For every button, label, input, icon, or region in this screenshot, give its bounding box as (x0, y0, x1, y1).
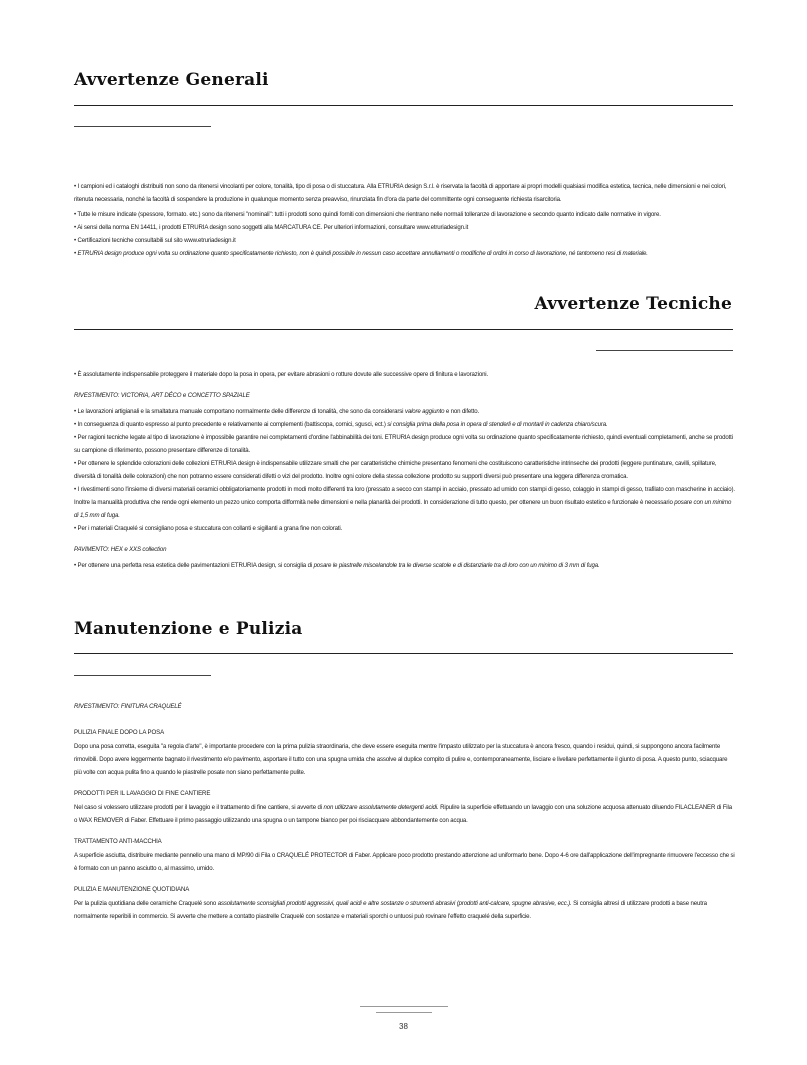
general-warnings-list (74, 180, 736, 264)
maintenance-heading: PULIZIA FINALE DOPO LA POSA (74, 729, 165, 736)
technical-warnings-title: Avvertenze Tecniche (534, 294, 732, 314)
floor-item: • Per ottenere una perfetta resa estetica delle pavimentazioni ETRURIA design, si consiglia di posare le piastrelle miscelandole tra le diverse scatole e di distanziarle tra di loro con un minimo di 3 mm di fuga. (74, 562, 600, 569)
general-item: • ETRURIA design produce ogni volta su ordinazione quanto specificatamente richiesto, non è quindi possibile in nessun caso accettare annullamenti o modifiche di ordini in corso di lavorazione, né tantomeno resi di materiale. (74, 250, 648, 257)
coating-item: • Le lavorazioni artigianali e la smaltatura manuale comportano normalmente delle differenze di tonalità, che sono da considerarsi valore aggiunto e non difetto. (74, 408, 480, 415)
maintenance-heading: PRODOTTI PER IL LAVAGGIO DI FINE CANTIERE (74, 790, 211, 797)
coating-collection-label: RIVESTIMENTO: VICTORIA, ART DÉCO e CONCETTO SPAZIALE (74, 392, 250, 399)
general-item: • Tutte le misure indicate (spessore, formato. etc.) sono da ritenersi "nominali": tutti i prodotti sono quindi forniti con dimensioni che rientrano nelle normali tolleranze di lavorazione e secondo quanto indicato dalle normative in vigore. (74, 211, 661, 218)
technical-intro: • È assolutamente indispensabile proteggere il materiale dopo la posa in opera, per evitare abrasioni o rotture dovute alle successive opere di finitura e lavorazioni. (74, 371, 489, 378)
maintenance-text: Dopo una posa corretta, eseguita "a regola d'arte", è importante procedere con la prima pulizia straordinaria, che deve essere eseguita mentre l'impasto utilizzato per la stuccatura è ancora fresco, quando i residui, quindi, si suppongono ancora facilmente rimovibili. Dopo avere leggermente bagnato il rivestimento e/o pavimento, asportare il tutto con una spugna umida che assolve al duplice compito di pulire e, contemporaneamente, lisciare e livellare perfettamente il giunto di posa. A questo punto, sciacquare più volte con acqua pulita fino a quando le piastrelle posate non siano perfettamente pulite. (74, 743, 728, 776)
page-number: 38 (399, 1022, 408, 1031)
maintenance-text: A superficie asciutta, distribuire mediante pennello una mano di MP/90 di Fila o CRAQUELÉ PROTECTOR di Faber. Applicare poco prodotto prestando attenzione ad uniformarlo bene. Dopo 4-6 ore dall'applicazione dell'impregnante rimuovere l'eccesso che si è formato con un panno asciutto o, al massimo, umido. (74, 852, 735, 872)
floor-collection-label: PAVIMENTO: HEX e XXS collection (74, 546, 167, 553)
maintenance-heading: PULIZIA E MANUTENZIONE QUOTIDIANA (74, 886, 190, 893)
section-divider (74, 105, 733, 106)
technical-warnings-content (74, 368, 736, 576)
section-divider (74, 653, 733, 654)
maintenance-text: Nel caso si volessero utilizzare prodotti per il lavaggio e il trattamento di fine cantiere, si avverte di non utilizzare assolutamente detergenti acidi. Ripulire la superficie effettuando un lavaggio con una soluzione acquosa attenuato diluendo FILACLEANER di Fila o WAX REMOVER di Faber. Effettuare il primo passaggio utilizzando una spugna o un tampone bianco per poi risciacquare abbondantemente con acqua. (74, 804, 732, 824)
coating-item: • Per ottenere le splendide colorazioni delle collezioni ETRURIA design è indispensabile utilizzare smalti che per caratteristiche chimiche presentano fenomeni che costituiscono caratteristiche intrinseche dei prodotti (leggere puntinature, cavilli, spillature, diversità di tonalità delle colorazioni) che non potranno essere considerati difetti o vizi del prodotto. Inoltre ogni colore della stessa collezione prodotto su supporti diversi può presentare una leggera differenza cromatica. (74, 460, 717, 480)
coating-item: • In conseguenza di quanto espresso al punto precedente e relativamente ai complementi (battiscopa, cornici, sgusci, ect.) si consiglia prima della posa in opera di stenderli e di montarli in cadenza chiaro/scura. (74, 421, 608, 428)
short-divider (74, 126, 211, 127)
short-divider (596, 350, 733, 351)
short-divider (74, 675, 211, 676)
coating-item: • I rivestimenti sono l'insieme di diversi materiali ceramici obbligatoriamente prodotti in modi molto differenti tra loro (pressato a secco con stampi in acciaio, pressato ad umido con stampi di gesso, colaggio in stampi di gesso, trafilato con mascherine in acciaio). Inoltre la manualità produttiva che rende ogni elemento un pezzo unico comporta difformità nelle dimensioni e nella planarità dei prodotti. In considerazione di tutto questo, per ottenere un buon risultato estetico e funzionale è necessario posare con un minimo di 1,5 mm di fuga. (74, 486, 735, 519)
footer-divider (360, 1006, 448, 1007)
general-item: • Ai sensi della norma EN 14411, i prodotti ETRURIA design sono soggetti alla MARCATURA CE. Per ulteriori informazioni, consultare www.etruriadesign.it (74, 224, 469, 231)
maintenance-heading: TRATTAMENTO ANTI-MACCHIA (74, 838, 162, 845)
maintenance-title: Manutenzione e Pulizia (74, 619, 303, 639)
footer-divider (376, 1012, 432, 1013)
coating-item: • Per ragioni tecniche legate al tipo di lavorazione è impossibile garantire nei completamenti d'ordine l'abbinabilità dei toni. ETRURIA design produce ogni volta su ordinazione quanto specificatamente richiesto, quindi eventuali completamenti, anche se prodotti su campione di riferimento, possono presentare differenze di tonalità. (74, 434, 733, 454)
coating-item: • Per i materiali Craquelé si consigliano posa e stuccatura con collanti e sigillanti a grana fine non colorati. (74, 525, 343, 532)
general-warnings-title: Avvertenze Generali (74, 70, 269, 90)
section-divider (74, 329, 733, 330)
maintenance-content (74, 701, 736, 927)
maintenance-text: Per la pulizia quotidiana delle ceramiche Craquelé sono assolutamente sconsigliati prodotti aggressivi, quali acidi e altre sostanze o strumenti abrasivi (prodotti anti-calcare, spugne abrasive, ecc.). Si consiglia altresì di utilizzare prodotti a base neutra normalmente reperibili in commercio. Si avverte che mettere a contatto piastrelle Craquelé con sostanze e materiali sporchi o untuosi può rovinare l'effetto craquelé della superficie. (74, 900, 707, 920)
general-item: • Certificazioni tecniche consultabili sul sito www.etruriadesign.it (74, 237, 236, 244)
maintenance-label: RIVESTIMENTO: FINITURA CRAQUELÉ (74, 703, 182, 710)
general-item: • I campioni ed i cataloghi distribuiti non sono da ritenersi vincolanti per colore, tonalità, tipo di posa o di stuccatura. Alla ETRURIA design S.r.l. è riservata la facoltà di apportare ai propri modelli qualsiasi modifica estetica, tecnica, nelle dimensioni e nei colori, ritenuta necessaria, nonché la facoltà di sospendere la produzione in qualunque momento senza preavviso, rinunziata fin d'ora da parte del committente ogni conseguente richiesta risarcitoria. (74, 183, 727, 203)
